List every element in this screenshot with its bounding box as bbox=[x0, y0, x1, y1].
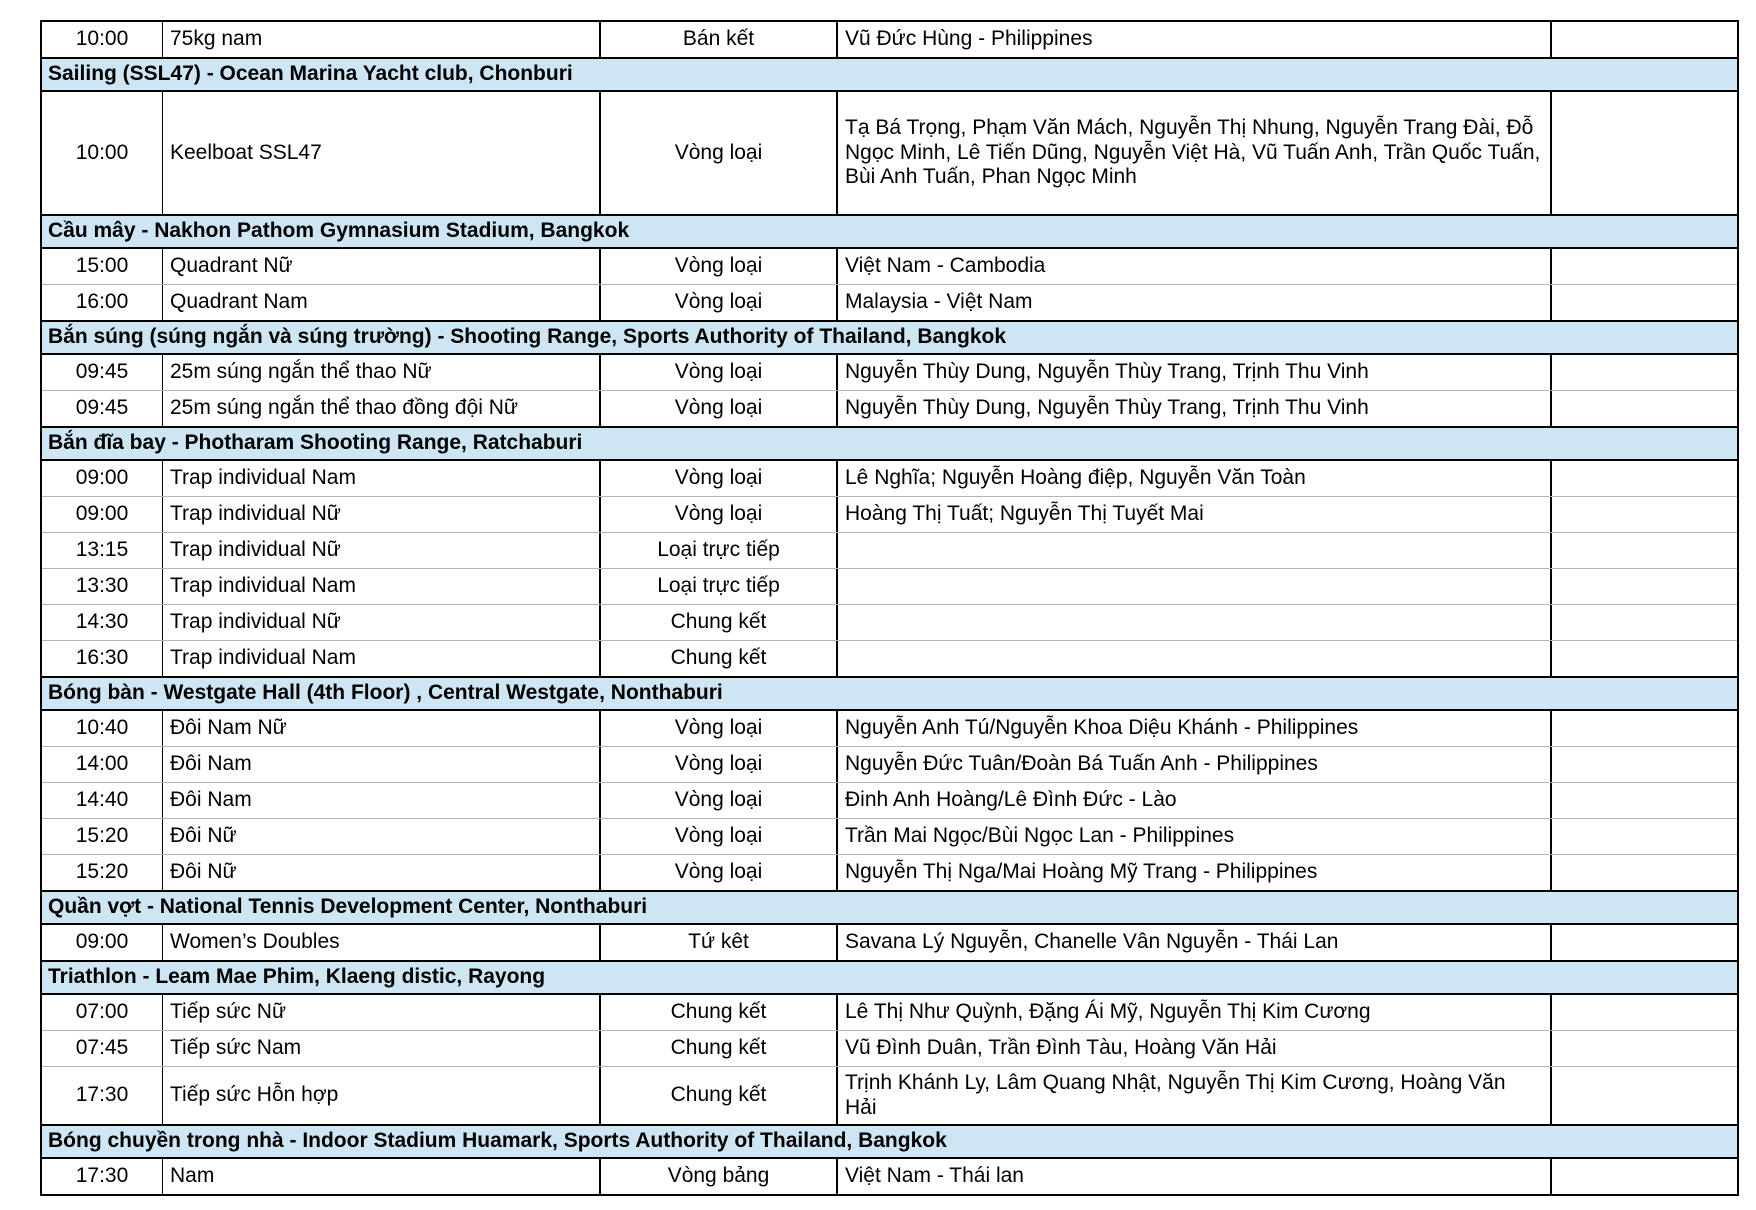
event-cell: Tiếp sức Hỗn hợp bbox=[162, 1067, 599, 1124]
time-cell: 13:15 bbox=[75, 538, 129, 562]
event-cell: Trap individual Nam bbox=[162, 641, 599, 676]
empty-cell bbox=[1550, 355, 1737, 390]
round-cell: Vòng loại bbox=[599, 783, 836, 818]
time-cell: 10:00 bbox=[75, 140, 129, 164]
empty-cell bbox=[1550, 285, 1737, 320]
section-header-label: Sailing (SSL47) - Ocean Marina Yacht club, Chonburi bbox=[48, 62, 573, 86]
empty-cell bbox=[1550, 391, 1737, 426]
round-cell: Vòng loại bbox=[599, 249, 836, 284]
time-cell: 09:45 bbox=[75, 396, 129, 420]
athletes-cell bbox=[836, 641, 1550, 676]
round-cell: Chung kết bbox=[599, 1031, 836, 1066]
round-cell: Chung kết bbox=[599, 1067, 836, 1124]
time-cell: 10:00 bbox=[75, 27, 129, 51]
round-cell: Chung kết bbox=[599, 995, 836, 1030]
table-row bbox=[42, 390, 1737, 426]
event-cell: Đôi Nam Nữ bbox=[162, 711, 599, 746]
table-row bbox=[42, 604, 1737, 640]
table-row bbox=[42, 925, 1737, 960]
table-row bbox=[42, 818, 1737, 854]
round-cell: Chung kết bbox=[599, 605, 836, 640]
event-cell: Đôi Nữ bbox=[162, 819, 599, 854]
event-cell: 25m súng ngắn thể thao đồng đội Nữ bbox=[162, 391, 599, 426]
time-cell: 09:00 bbox=[75, 466, 129, 490]
athletes-cell: Trần Mai Ngọc/Bùi Ngọc Lan - Philippines bbox=[836, 819, 1550, 854]
time-cell: 09:00 bbox=[75, 930, 129, 954]
section-header-row bbox=[42, 320, 1737, 355]
time-cell: 15:20 bbox=[75, 860, 129, 884]
section-header-row bbox=[42, 1124, 1737, 1159]
athletes-cell: Savana Lý Nguyễn, Chanelle Vân Nguyễn - Thái Lan bbox=[836, 925, 1550, 960]
athletes-cell: Nguyễn Đức Tuân/Đoàn Bá Tuấn Anh - Philippines bbox=[836, 747, 1550, 782]
event-cell: Đôi Nam bbox=[162, 747, 599, 782]
section-header-row bbox=[42, 426, 1737, 461]
round-cell: Vòng loại bbox=[599, 819, 836, 854]
athletes-cell: Nguyễn Thị Nga/Mai Hoàng Mỹ Trang - Philippines bbox=[836, 855, 1550, 890]
table-row bbox=[42, 1030, 1737, 1066]
event-cell: Trap individual Nữ bbox=[162, 497, 599, 532]
athletes-cell: Lê Nghĩa; Nguyễn Hoàng điệp, Nguyễn Văn Toàn bbox=[836, 461, 1550, 496]
athletes-cell: Đinh Anh Hoàng/Lê Đình Đức - Lào bbox=[836, 783, 1550, 818]
round-cell: Vòng loại bbox=[599, 285, 836, 320]
table-row bbox=[42, 782, 1737, 818]
empty-cell bbox=[1550, 22, 1737, 57]
round-cell: Vòng loại bbox=[599, 497, 836, 532]
section-header-label: Bắn súng (súng ngắn và súng trường) - Shooting Range, Sports Authority of Thailand, Bangkok bbox=[48, 325, 1007, 349]
section-header-label: Cầu mây - Nakhon Pathom Gymnasium Stadium, Bangkok bbox=[48, 219, 630, 243]
table-row bbox=[42, 284, 1737, 320]
round-cell: Vòng loại bbox=[599, 855, 836, 890]
time-cell: 10:40 bbox=[75, 716, 129, 740]
round-cell: Tứ kêt bbox=[599, 925, 836, 960]
empty-cell bbox=[1550, 92, 1737, 214]
athletes-cell: Nguyễn Thùy Dung, Nguyễn Thùy Trang, Trịnh Thu Vinh bbox=[836, 355, 1550, 390]
empty-cell bbox=[1550, 711, 1737, 746]
table-row bbox=[42, 746, 1737, 782]
table-row bbox=[42, 92, 1737, 214]
section-header-label: Triathlon - Leam Mae Phim, Klaeng distic, Rayong bbox=[48, 965, 546, 989]
athletes-cell: Việt Nam - Thái lan bbox=[836, 1159, 1550, 1194]
time-cell: 16:30 bbox=[75, 646, 129, 670]
section-header-label: Quần vợt - National Tennis Development Center, Nonthaburi bbox=[48, 895, 648, 919]
round-cell: Vòng loại bbox=[599, 461, 836, 496]
empty-cell bbox=[1550, 819, 1737, 854]
athletes-cell: Trịnh Khánh Ly, Lâm Quang Nhật, Nguyễn Thị Kim Cương, Hoàng Văn Hải bbox=[836, 1067, 1550, 1124]
table-row bbox=[42, 854, 1737, 890]
table-row bbox=[42, 1159, 1737, 1194]
time-cell: 09:00 bbox=[75, 502, 129, 526]
athletes-cell: Hoàng Thị Tuất; Nguyễn Thị Tuyết Mai bbox=[836, 497, 1550, 532]
section-header-label: Bóng chuyền trong nhà - Indoor Stadium Huamark, Sports Authority of Thailand, Bangkok bbox=[48, 1129, 947, 1153]
round-cell: Vòng loại bbox=[599, 92, 836, 214]
empty-cell bbox=[1550, 995, 1737, 1030]
event-cell: Nam bbox=[162, 1159, 599, 1194]
event-cell: Trap individual Nam bbox=[162, 461, 599, 496]
event-cell: Tiếp sức Nữ bbox=[162, 995, 599, 1030]
athletes-cell: Tạ Bá Trọng, Phạm Văn Mách, Nguyễn Thị Nhung, Nguyễn Trang Đài, Đỗ Ngọc Minh, Lê Tiến Dũng, Nguyễn Việt Hà, Vũ Tuấn Anh, Trần Quốc Tuấn, Bùi Anh Tuấn, Phan Ngọc Minh bbox=[836, 92, 1550, 214]
round-cell: Loại trực tiếp bbox=[599, 569, 836, 604]
table-row bbox=[42, 355, 1737, 390]
empty-cell bbox=[1550, 783, 1737, 818]
time-cell: 15:20 bbox=[75, 824, 129, 848]
event-cell: Quadrant Nữ bbox=[162, 249, 599, 284]
table-row bbox=[42, 461, 1737, 496]
athletes-cell bbox=[836, 569, 1550, 604]
event-cell: Trap individual Nữ bbox=[162, 533, 599, 568]
table-row bbox=[42, 568, 1737, 604]
event-cell: Đôi Nữ bbox=[162, 855, 599, 890]
empty-cell bbox=[1550, 249, 1737, 284]
time-cell: 17:30 bbox=[75, 1083, 129, 1107]
empty-cell bbox=[1550, 461, 1737, 496]
time-cell: 14:30 bbox=[75, 610, 129, 634]
table-row bbox=[42, 496, 1737, 532]
time-cell: 15:00 bbox=[75, 254, 129, 278]
table-row bbox=[42, 1066, 1737, 1124]
section-header-row bbox=[42, 676, 1737, 711]
empty-cell bbox=[1550, 1159, 1737, 1194]
section-header-row bbox=[42, 890, 1737, 925]
event-cell: Trap individual Nam bbox=[162, 569, 599, 604]
time-cell: 07:00 bbox=[75, 1000, 129, 1024]
athletes-cell: Vũ Đình Duân, Trần Đình Tàu, Hoàng Văn Hải bbox=[836, 1031, 1550, 1066]
round-cell: Vòng loại bbox=[599, 391, 836, 426]
round-cell: Vòng loại bbox=[599, 747, 836, 782]
event-cell: Women’s Doubles bbox=[162, 925, 599, 960]
empty-cell bbox=[1550, 641, 1737, 676]
empty-cell bbox=[1550, 497, 1737, 532]
athletes-cell bbox=[836, 533, 1550, 568]
time-cell: 09:45 bbox=[75, 360, 129, 384]
time-cell: 13:30 bbox=[75, 574, 129, 598]
round-cell: Bán kết bbox=[599, 22, 836, 57]
time-cell: 16:00 bbox=[75, 290, 129, 314]
event-cell: Đôi Nam bbox=[162, 783, 599, 818]
empty-cell bbox=[1550, 533, 1737, 568]
time-cell: 07:45 bbox=[75, 1036, 129, 1060]
time-cell: 17:30 bbox=[75, 1164, 129, 1188]
round-cell: Vòng loại bbox=[599, 711, 836, 746]
athletes-cell bbox=[836, 605, 1550, 640]
section-header-row bbox=[42, 57, 1737, 92]
event-cell: Tiếp sức Nam bbox=[162, 1031, 599, 1066]
time-cell: 14:40 bbox=[75, 788, 129, 812]
empty-cell bbox=[1550, 855, 1737, 890]
empty-cell bbox=[1550, 1067, 1737, 1124]
empty-cell bbox=[1550, 925, 1737, 960]
section-header-label: Bóng bàn - Westgate Hall (4th Floor) , Central Westgate, Nonthaburi bbox=[48, 681, 723, 705]
section-header-label: Bắn đĩa bay - Photharam Shooting Range, Ratchaburi bbox=[48, 431, 583, 455]
empty-cell bbox=[1550, 569, 1737, 604]
event-cell: Quadrant Nam bbox=[162, 285, 599, 320]
section-header-row bbox=[42, 960, 1737, 995]
section-header-row bbox=[42, 214, 1737, 249]
athletes-cell: Nguyễn Anh Tú/Nguyễn Khoa Diệu Khánh - Philippines bbox=[836, 711, 1550, 746]
event-cell: Keelboat SSL47 bbox=[162, 92, 599, 214]
schedule-table bbox=[40, 20, 1739, 1196]
round-cell: Vòng bảng bbox=[599, 1159, 836, 1194]
event-cell: 25m súng ngắn thể thao Nữ bbox=[162, 355, 599, 390]
athletes-cell: Nguyễn Thùy Dung, Nguyễn Thùy Trang, Trịnh Thu Vinh bbox=[836, 391, 1550, 426]
athletes-cell: Malaysia - Việt Nam bbox=[836, 285, 1550, 320]
athletes-cell: Lê Thị Như Quỳnh, Đặng Ái Mỹ, Nguyễn Thị Kim Cương bbox=[836, 995, 1550, 1030]
table-row bbox=[42, 249, 1737, 284]
table-row bbox=[42, 711, 1737, 746]
round-cell: Loại trực tiếp bbox=[599, 533, 836, 568]
time-cell: 14:00 bbox=[75, 752, 129, 776]
round-cell: Chung kết bbox=[599, 641, 836, 676]
event-cell: 75kg nam bbox=[162, 22, 599, 57]
round-cell: Vòng loại bbox=[599, 355, 836, 390]
athletes-cell: Việt Nam - Cambodia bbox=[836, 249, 1550, 284]
event-cell: Trap individual Nữ bbox=[162, 605, 599, 640]
table-row bbox=[42, 22, 1737, 57]
table-row bbox=[42, 995, 1737, 1030]
table-row bbox=[42, 640, 1737, 676]
athletes-cell: Vũ Đức Hùng - Philippines bbox=[836, 22, 1550, 57]
empty-cell bbox=[1550, 747, 1737, 782]
empty-cell bbox=[1550, 1031, 1737, 1066]
empty-cell bbox=[1550, 605, 1737, 640]
table-row bbox=[42, 532, 1737, 568]
